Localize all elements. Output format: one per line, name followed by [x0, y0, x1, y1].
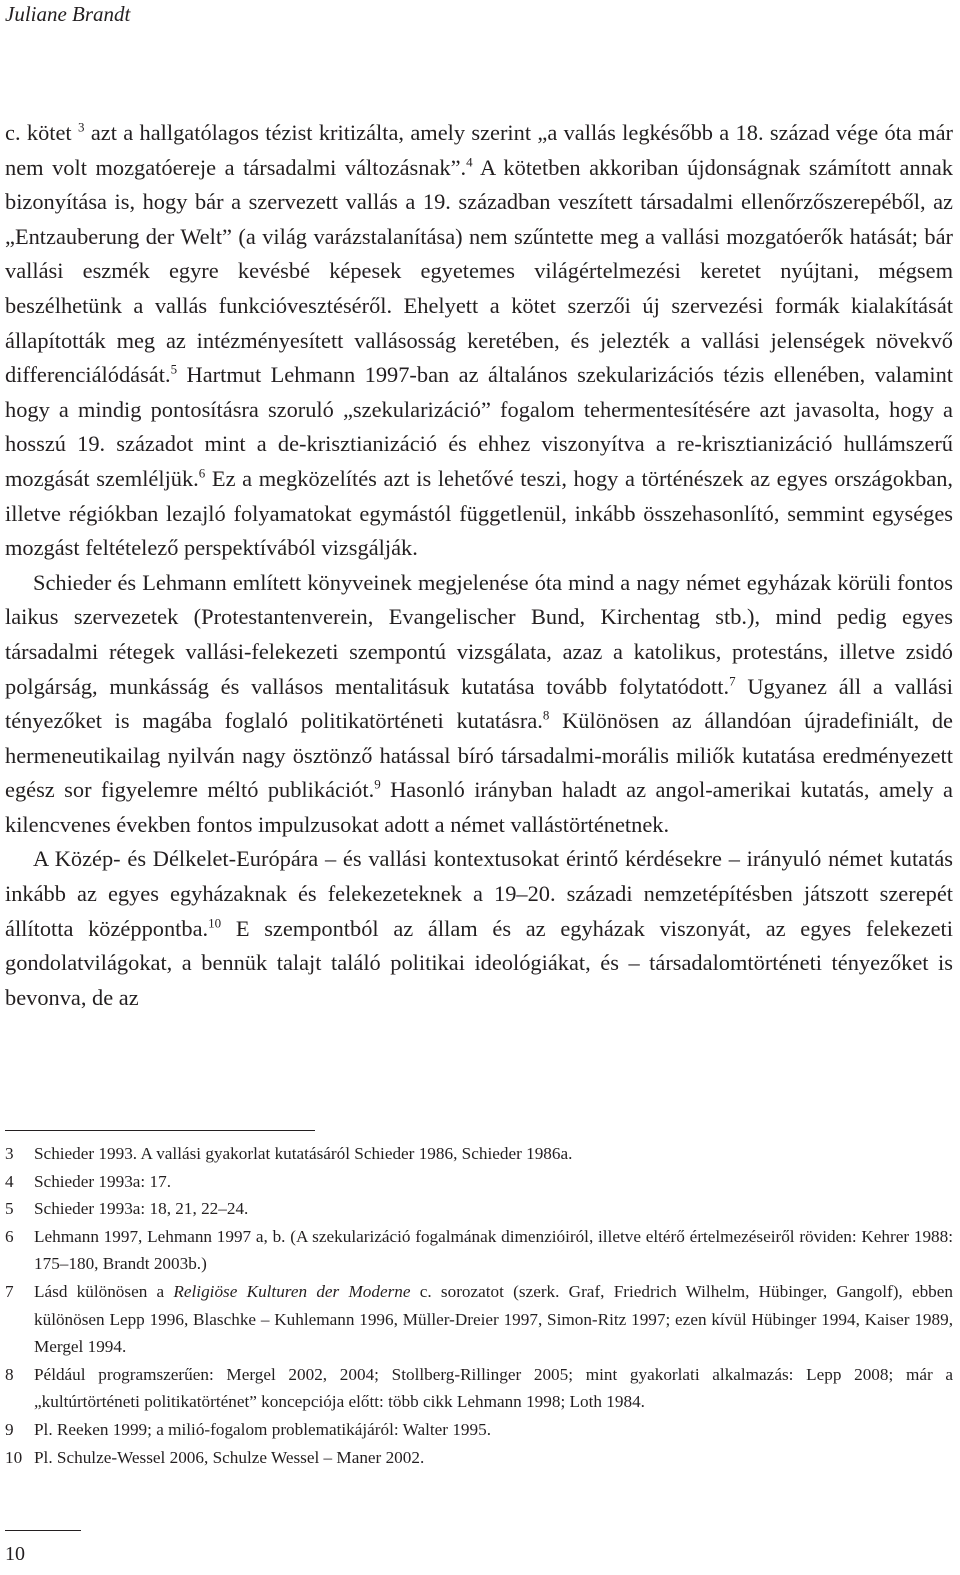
footnote-divider	[5, 1130, 315, 1131]
footnote	[5, 1444, 953, 1472]
footnote-number: 5	[5, 1199, 14, 1219]
text-run: c. sorozatot (szerk. Graf, Friedrich Wilhelm, Hübinger, Gangolf), ebben különösen Lepp 1996, Blaschke – Kuhlemann 1996, Müller-Dreier 1997, Simon-Ritz 1997; ezen kívül Hübinger 1994, Kaiser 1989, Mergel 1994.	[34, 1281, 953, 1357]
text-run: c. kötet	[5, 120, 78, 145]
footnote-text	[34, 1168, 953, 1196]
footnote	[5, 1278, 953, 1361]
footnote	[5, 1416, 953, 1444]
footnote-number: 9	[5, 1419, 14, 1439]
footnote-ref: 7	[729, 673, 736, 689]
footnote-number: 10	[5, 1447, 23, 1467]
text-run: Pl. Schulze-Wessel 2006, Schulze Wessel – Maner 2002.	[34, 1447, 425, 1467]
footnote-ref: 8	[542, 707, 550, 723]
footnote-text	[34, 1416, 953, 1444]
text-run: Schieder 1993a: 17.	[34, 1171, 171, 1191]
page-number: 10	[5, 1543, 25, 1565]
footnote-text	[34, 1444, 953, 1472]
footnote-ref: 6	[198, 465, 206, 481]
paragraph	[5, 842, 953, 1015]
footnote-text	[34, 1361, 953, 1416]
footnote	[5, 1361, 953, 1416]
footnote	[5, 1168, 953, 1196]
text-run: Schieder 1993a: 18, 21, 22–24.	[34, 1199, 249, 1219]
text-run: azt a hallgatólagos tézist kritizálta, amely szerint „a vallás legkésőbb a 18. század vége óta már nem volt mozgatóereje a társadalmi változásnak”.	[5, 120, 953, 180]
text-run: Ez a megközelítés azt is lehetővé teszi, hogy a történészek az egyes országokban, illetve régiókban lezajló folyamatokat egymástól függetlenül, inkább összehasonlító, semmint egységes mozgást feltételező perspektívából vizsgálják.	[5, 465, 954, 561]
footnote-text	[34, 1195, 953, 1223]
footnote-number: 8	[5, 1364, 14, 1384]
text-run: Például programszerűen: Mergel 2002, 2004; Stollberg-Rillinger 2005; mint gyakorlati alkalmazás: Lepp 2008; már a „kultúrtörténeti politikatörténet” koncepciója előtt: több cikk Lehmann 1998; Loth 1984.	[34, 1364, 953, 1412]
text-run: Pl. Reeken 1999; a milió-fogalom problematikájáról: Walter 1995.	[34, 1419, 492, 1439]
text-run: Lehmann 1997, Lehmann 1997 a, b. (A szekularizáció fogalmának dimenzióiról, illetve eltérő értelmezéseiről röviden: Kehrer 1988: 175–180, Brandt 2003b.)	[34, 1226, 953, 1274]
footnote-number: 7	[5, 1281, 14, 1301]
text-run: A kötetben akkoriban újdonságnak számított annak bizonyítása is, hogy bár a szervezett vallás a 19. században veszített társadalmi ellenőrzőszerepéből, az „Entzauberung der Welt” (a világ varázstalanítása) nem szűntette meg a vallási mozgatóerők hatását; bár vallási eszmék egyre kevésbé képesek egyetemes világértelmezési keretet nyújtani, mégsem beszélhetünk a vallás funkcióvesztéséről. Ehelyett a kötet szerzői új szervezési formák kialakítását állapították meg az intézményesített vallásosság keretében, és jelezték a vallási jelenségek növekvő differenciálódását.	[5, 154, 953, 388]
page-number-rule	[5, 1530, 81, 1531]
text-run: E szempontból az állam és az egyházak viszonyát, az egyes felekezeti gondolatvilágokat, a bennük talajt találó politikai ideológiákat, és – társadalomtörténeti tényezőket is bevonva, de az	[5, 915, 953, 1010]
footnote-text	[34, 1223, 953, 1278]
text-run: Ugyanez áll a vallási tényezőket is magába foglaló politikatörténeti kutatásra.	[5, 673, 953, 734]
footnote	[5, 1140, 953, 1168]
text-run: A Közép- és Délkelet-Európára – és vallási kontextusokat érintő kérdésekre – irányuló német kutatás inkább az egyes egyházaknak és felekezeteknek a 19–20. századi nemzetépítésben játszott szerepét állította középpontba.	[5, 846, 953, 941]
text-run: Lásd különösen a	[34, 1281, 174, 1301]
italic-title: Religiöse Kulturen der Moderne	[173, 1281, 411, 1301]
paragraph	[5, 116, 953, 566]
footnote-number: 6	[5, 1226, 14, 1246]
footnote-text	[34, 1140, 953, 1168]
text-run: Hasonló irányban haladt az angol-amerikai kutatás, amely a kilencvenes években fontos impulzusokat adott a német vallástörténetnek.	[5, 777, 953, 837]
running-header: Juliane Brandt	[5, 2, 131, 26]
footnote-ref: 10	[208, 915, 222, 931]
footnote	[5, 1195, 953, 1223]
footnote-ref: 4	[466, 154, 473, 170]
footnote-number: 3	[5, 1144, 14, 1163]
footnote-ref: 9	[374, 776, 381, 792]
footnote-text	[34, 1278, 953, 1361]
text-run: Hartmut Lehmann 1997-ban az általános szekularizációs tézis ellenében, valamint hogy a mindig pontosításra szoruló „szekularizáció” fogalom tehermentesítésére azt javasolta, hogy a hosszú 19. századot mint a de-krisztianizáció és ehhez viszonyítva a re-krisztianizáció hullámszerű mozgását szemléljük.	[5, 362, 953, 491]
body-text	[5, 116, 953, 1015]
footnotes	[5, 1140, 953, 1471]
text-run: Különösen az állandóan újradefiniált, de hermeneutikailag nyilván nagy ösztönző hatással bíró társadalmi-morális miliők kutatása eredményezett egész sor figyelemre méltó publikációt.	[5, 708, 953, 803]
footnote-ref: 3	[77, 119, 85, 135]
paragraph	[5, 566, 953, 843]
footnote-number: 4	[5, 1171, 14, 1191]
footnote	[5, 1223, 953, 1278]
text-run: Schieder 1993. A vallási gyakorlat kutatásáról Schieder 1986, Schieder 1986a.	[34, 1144, 573, 1163]
footnote-ref: 5	[170, 361, 178, 377]
text-run: Schieder és Lehmann említett könyveinek megjelenése óta mind a nagy német egyházak körüli fontos laikus szervezetek (Protestantenverein, Evangelischer Bund, Kirchentag stb.), mind pedig egyes társadalmi rétegek vallási-felekezeti szempontú vizsgálata, azaz a katolikus, protestáns, illetve zsidó polgárság, munkásság és vallásos mentalitásuk kutatása tovább folytatódott.	[5, 569, 953, 699]
